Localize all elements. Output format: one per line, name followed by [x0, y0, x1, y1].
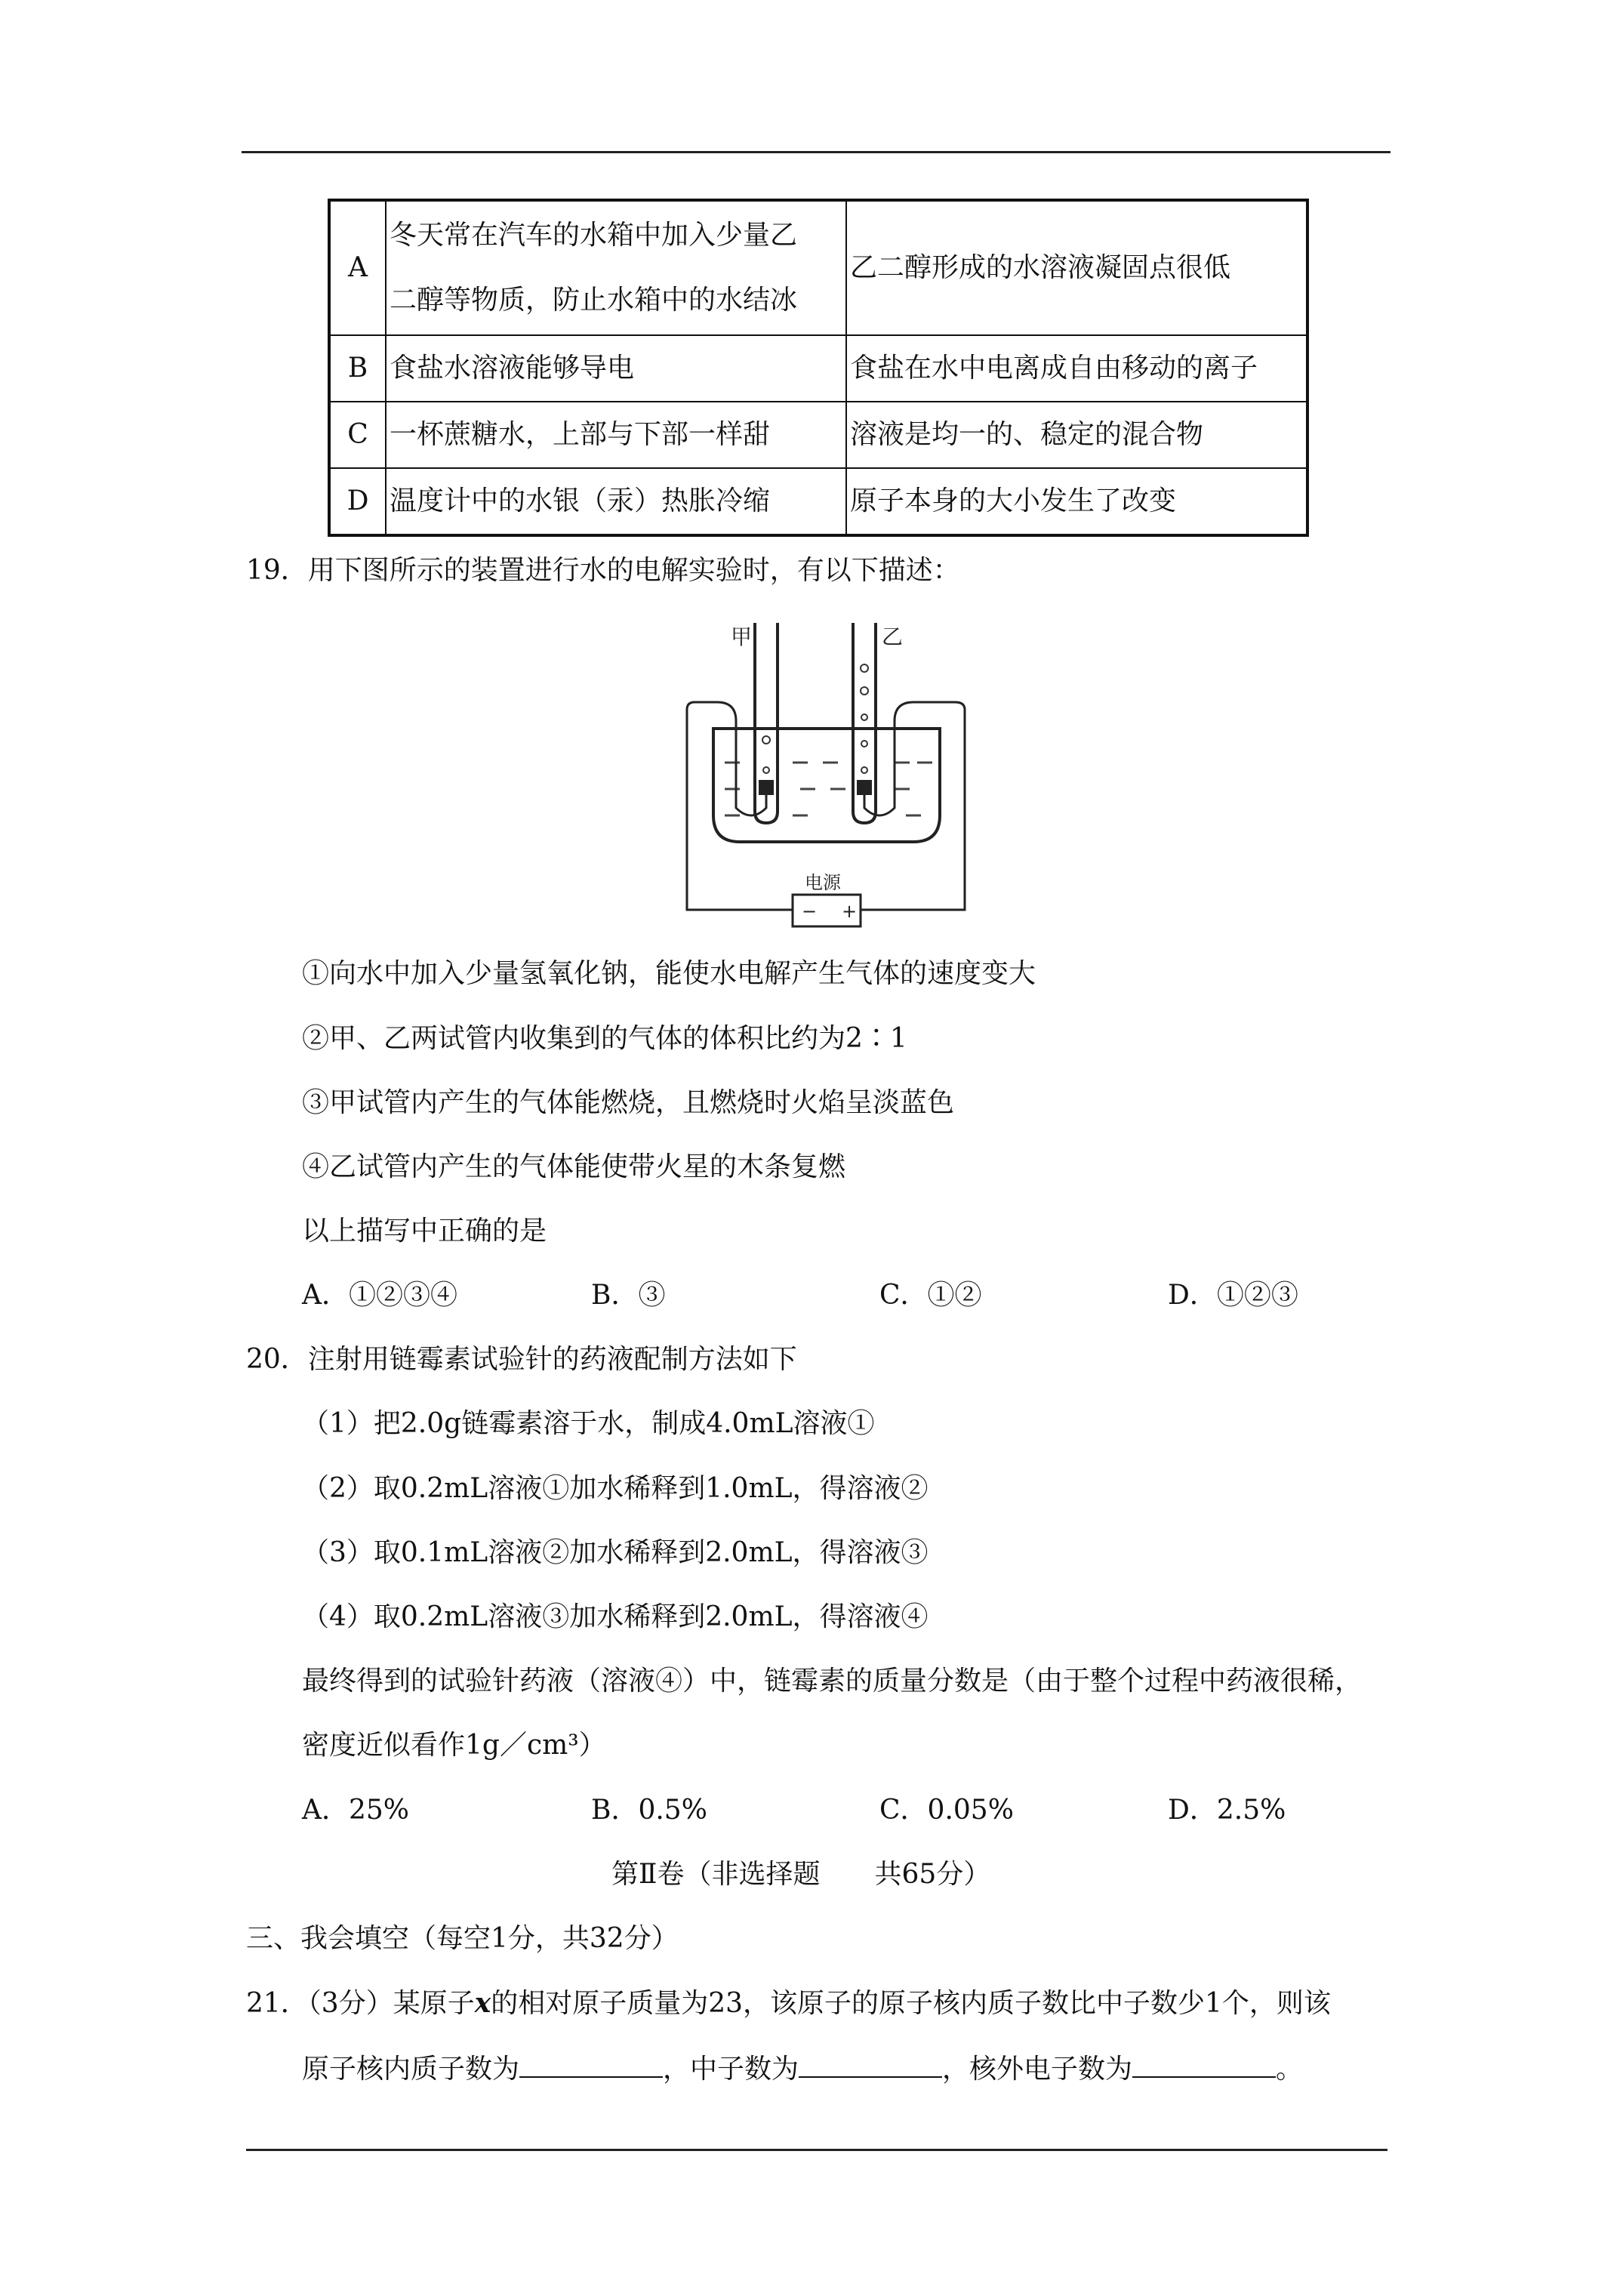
water-trough	[713, 729, 940, 842]
table-row	[329, 468, 1307, 535]
option-letter: A	[329, 200, 386, 335]
q20-step: （1）把2.0g链霉素溶于水，制成4.0mL溶液①	[302, 1408, 875, 1439]
footer-rule	[246, 2149, 1387, 2151]
q18-table	[328, 199, 1309, 537]
statement-line: 冬天常在汽车的水箱中加入少量乙	[390, 220, 798, 251]
table-row	[329, 335, 1307, 402]
electrode-right	[857, 780, 872, 795]
electron-blank[interactable]	[1132, 2054, 1276, 2078]
explanation-cell: 乙二醇形成的水溶液凝固点很低	[846, 200, 1307, 335]
q20-step: （3）取0.1mL溶液②加水稀释到2.0mL，得溶液③	[302, 1537, 929, 1568]
q20-question: 最终得到的试验针药液（溶液④）中，链霉素的质量分数是（由于整个过程中药液很稀，	[302, 1666, 1363, 1697]
table-row	[329, 402, 1307, 468]
power-label: 电源	[805, 872, 841, 893]
electrode-left	[759, 780, 774, 795]
electrolysis-apparatus-figure	[679, 615, 974, 932]
explanation-cell: 食盐在水中电离成自由移动的离子	[846, 335, 1307, 402]
table-row	[329, 200, 1307, 335]
q19-option-c[interactable]: C．①②	[879, 1280, 982, 1311]
q21-prefix: 21．（3分）某原子	[246, 1988, 475, 2019]
q21-suffix: 的相对原子质量为23，该原子的原子核内质子数比中子数少1个，则该	[491, 1988, 1331, 2019]
q21-neutron-label: ，中子数为	[663, 2054, 799, 2085]
option-letter: B	[329, 335, 386, 402]
q21-line1	[246, 1989, 1331, 2017]
q21-electron-label: ，核外电子数为	[942, 2054, 1133, 2085]
q21-end: 。	[1276, 2054, 1304, 2085]
explanation-cell: 原子本身的大小发生了改变	[846, 468, 1307, 535]
q20-option-d[interactable]: D．2.5%	[1168, 1795, 1286, 1826]
q20-option-b[interactable]: B．0.5%	[591, 1795, 707, 1826]
statement-line: 二醇等物质，防止水箱中的水结冰	[390, 285, 798, 316]
q20-stem: 20．注射用链霉素试验针的药液配制方法如下	[246, 1344, 797, 1375]
neutron-blank[interactable]	[799, 2054, 942, 2078]
statement-cell: 一杯蔗糖水，上部与下部一样甜	[386, 402, 846, 468]
option-letter: C	[329, 402, 386, 468]
q19-statement: ②甲、乙两试管内收集到的气体的体积比约为2∶1	[302, 1023, 907, 1054]
q19-prompt: 以上描写中正确的是	[302, 1216, 547, 1247]
statement-cell	[386, 200, 846, 335]
q19-statement: ③甲试管内产生的气体能燃烧，且燃烧时火焰呈淡蓝色	[302, 1087, 955, 1118]
option-letter: D	[329, 468, 386, 535]
statement-cell: 温度计中的水银（汞）热胀冷缩	[386, 468, 846, 535]
q21-line2	[302, 2054, 1303, 2083]
q19-statement: ④乙试管内产生的气体能使带火星的木条复燃	[302, 1151, 846, 1182]
explanation-cell: 溶液是均一的、稳定的混合物	[846, 402, 1307, 468]
q20-step: （4）取0.2mL溶液③加水稀释到2.0mL，得溶液④	[302, 1601, 929, 1632]
q20-option-a[interactable]: A．25%	[302, 1795, 410, 1826]
q19-stem: 19．用下图所示的装置进行水的电解实验时，有以下描述：	[246, 555, 960, 586]
q19-option-d[interactable]: D．①②③	[1168, 1280, 1298, 1311]
section3-title: 三、我会填空（每空1分，共32分）	[246, 1923, 679, 1954]
q19-option-a[interactable]: A．①②③④	[302, 1280, 457, 1311]
q20-option-c[interactable]: C．0.05%	[879, 1795, 1014, 1826]
tube-label-right: 乙	[882, 624, 904, 649]
part2-title: 第Ⅱ卷（非选择题 共65分）	[611, 1859, 991, 1890]
q20-step: （2）取0.2mL溶液①加水稀释到1.0mL，得溶液②	[302, 1473, 929, 1504]
q19-option-b[interactable]: B．③	[591, 1280, 666, 1311]
minus-terminal: −	[802, 901, 818, 922]
proton-blank[interactable]	[519, 2054, 663, 2078]
q21-variable: x	[474, 1987, 491, 2019]
header-rule	[242, 151, 1390, 153]
q20-question-cont: 密度近似看作1g／cm³）	[302, 1730, 606, 1761]
tube-label-left: 甲	[731, 624, 753, 649]
q19-statement: ①向水中加入少量氢氧化钠，能使水电解产生气体的速度变大	[302, 958, 1036, 989]
plus-terminal: +	[842, 901, 858, 922]
q21-proton-label: 原子核内质子数为	[302, 2054, 520, 2085]
statement-cell: 食盐水溶液能够导电	[386, 335, 846, 402]
